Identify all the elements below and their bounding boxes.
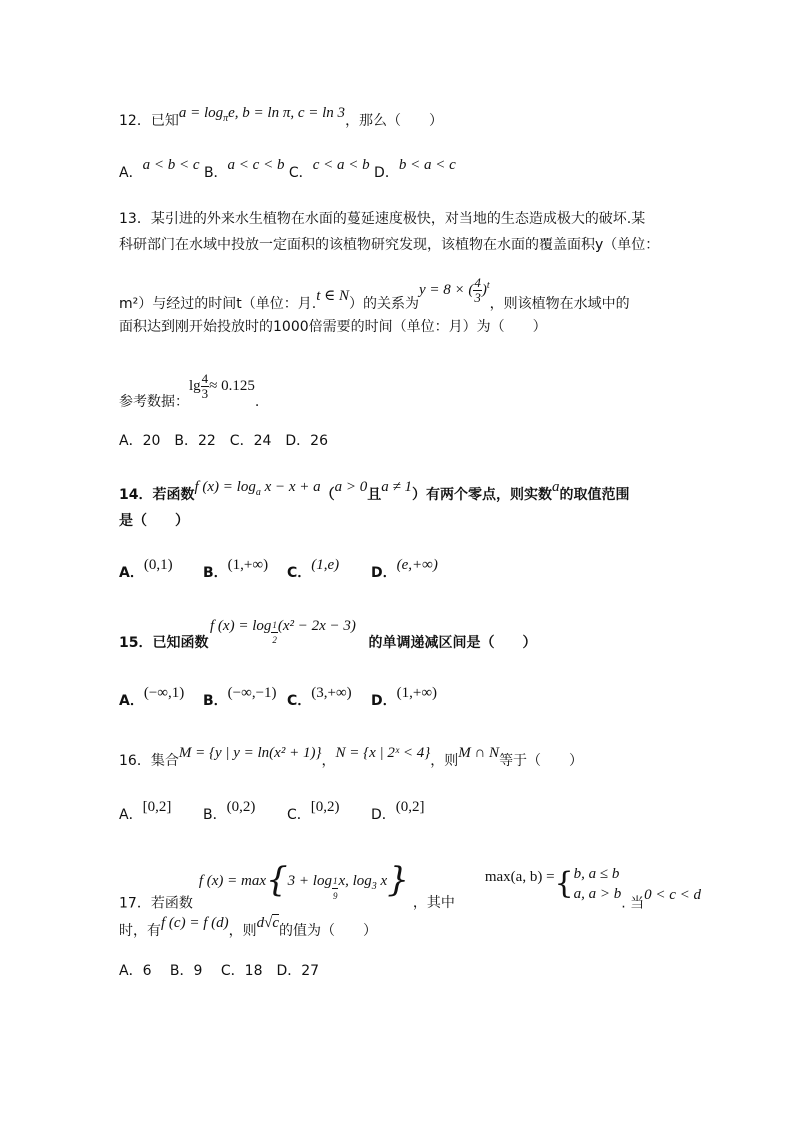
question-14-line-2: 是（ ） [119, 513, 189, 529]
question-12-options [119, 157, 456, 182]
question-15-options: A．(−∞,1) B．(−∞,−1) C．(3,+∞) D．(1,+∞) [119, 685, 438, 709]
question-number: 12．已知 [119, 113, 179, 129]
option-label: D． [374, 165, 399, 181]
option-label: A． [119, 165, 143, 181]
question-13-line-1: 13．某引进的外来水生植物在水面的蔓延速度极快，对当地的生态造成极大的破坏.某 [119, 211, 646, 227]
question-17: 17．若函数f (x) = max{3 + log $\frac{1}{9}$ x, $\log_3 x$}，其中max(a, b) ={ b, a ≤ b a, a > b . 当0 < c < d [119, 860, 702, 912]
question-13-line-3: m²）与经过的时间t（单位：月.t ∈ N）的关系为y = 8 × ( $\frac{4}{3}$ )$^t$，则该植物在水域中的 [119, 275, 630, 312]
question-13-line-2: 科研部门在水域中投放一定面积的该植物研究发现，该植物在水面的覆盖面积y（单位： [119, 237, 660, 253]
intersection: M ∩ N [458, 745, 500, 761]
equation: f (c) = f (d) [161, 915, 229, 931]
option-d: b < a < c [398, 157, 456, 173]
option-b: a < c < b [227, 157, 285, 173]
question-12: 12．已知$a = \log_\pi e$, b = ln π, c = ln 3，那么（ ） [119, 105, 444, 129]
max-function: f (x) = max{3 + log $\frac{1}{9}$ x, $\log_3 x$} [198, 860, 409, 901]
max-definition: max(a, b) ={ b, a ≤ b a, a > b [484, 866, 622, 902]
option-a: a < b < c [142, 157, 200, 173]
question-16: 16．集合M = {y | y = ln(x² + 1)}，N = {x | 2ˣ < 4}，则M ∩ N等于（ ） [119, 745, 584, 769]
question-17-options: A．6 B．9 C．18 D．27 [119, 963, 320, 979]
question-13-line-4: 面积达到刚开始投放时的1000倍需要的时间（单位：月）为（ ） [119, 319, 547, 335]
math-function: f $(x) = \log_a x - x + a$ [194, 479, 321, 498]
question-13-options: A．20 B．22 C．24 D．26 [119, 433, 328, 449]
question-14: 14．若函数f $(x) = \log_a x - x + a(a > 0$且a ≠ 1）有两个零点，则实数a的取值范围 [119, 479, 630, 503]
math-a: $a = \log_\pi e$, b = ln π, c = ln 3 [178, 105, 346, 124]
question-14-options: A．(0,1) B．(1,+∞) C．(1,e) D．(e,+∞) [119, 557, 438, 581]
question-16-options: A．[0,2] B．(0,2) C．[0,2) D．(0,2] [119, 799, 425, 823]
reference-data: 参考数据：lg $\frac{4}{3}$ ≈ 0.125. [119, 371, 260, 410]
set-n: N = {x | 2ˣ < 4} [335, 745, 431, 761]
option-c: c < a < b [312, 157, 370, 173]
question-17-line-2: 时，有f (c) = f (d)，则d√c的值为（ ） [119, 915, 378, 939]
option-label: C． [288, 165, 313, 181]
set-m: M = {y | y = ln(x² + 1)} [178, 745, 322, 761]
question-15: 15．已知函数 的单调递减区间是（ ） [119, 635, 537, 651]
option-label: B． [203, 165, 228, 181]
growth-formula: y = 8 × ( $\frac{4}{3}$ )$^t$ [418, 275, 490, 305]
lg-formula: lg $\frac{4}{3}$ ≈ 0.125 [189, 371, 255, 401]
question-15-formula: f (x) = log $\frac{1}{2}$ (x² − 2x − 3) [210, 617, 356, 645]
d-sqrt-c: d√c [256, 915, 280, 931]
math-condition: t ∈ N [316, 287, 349, 304]
